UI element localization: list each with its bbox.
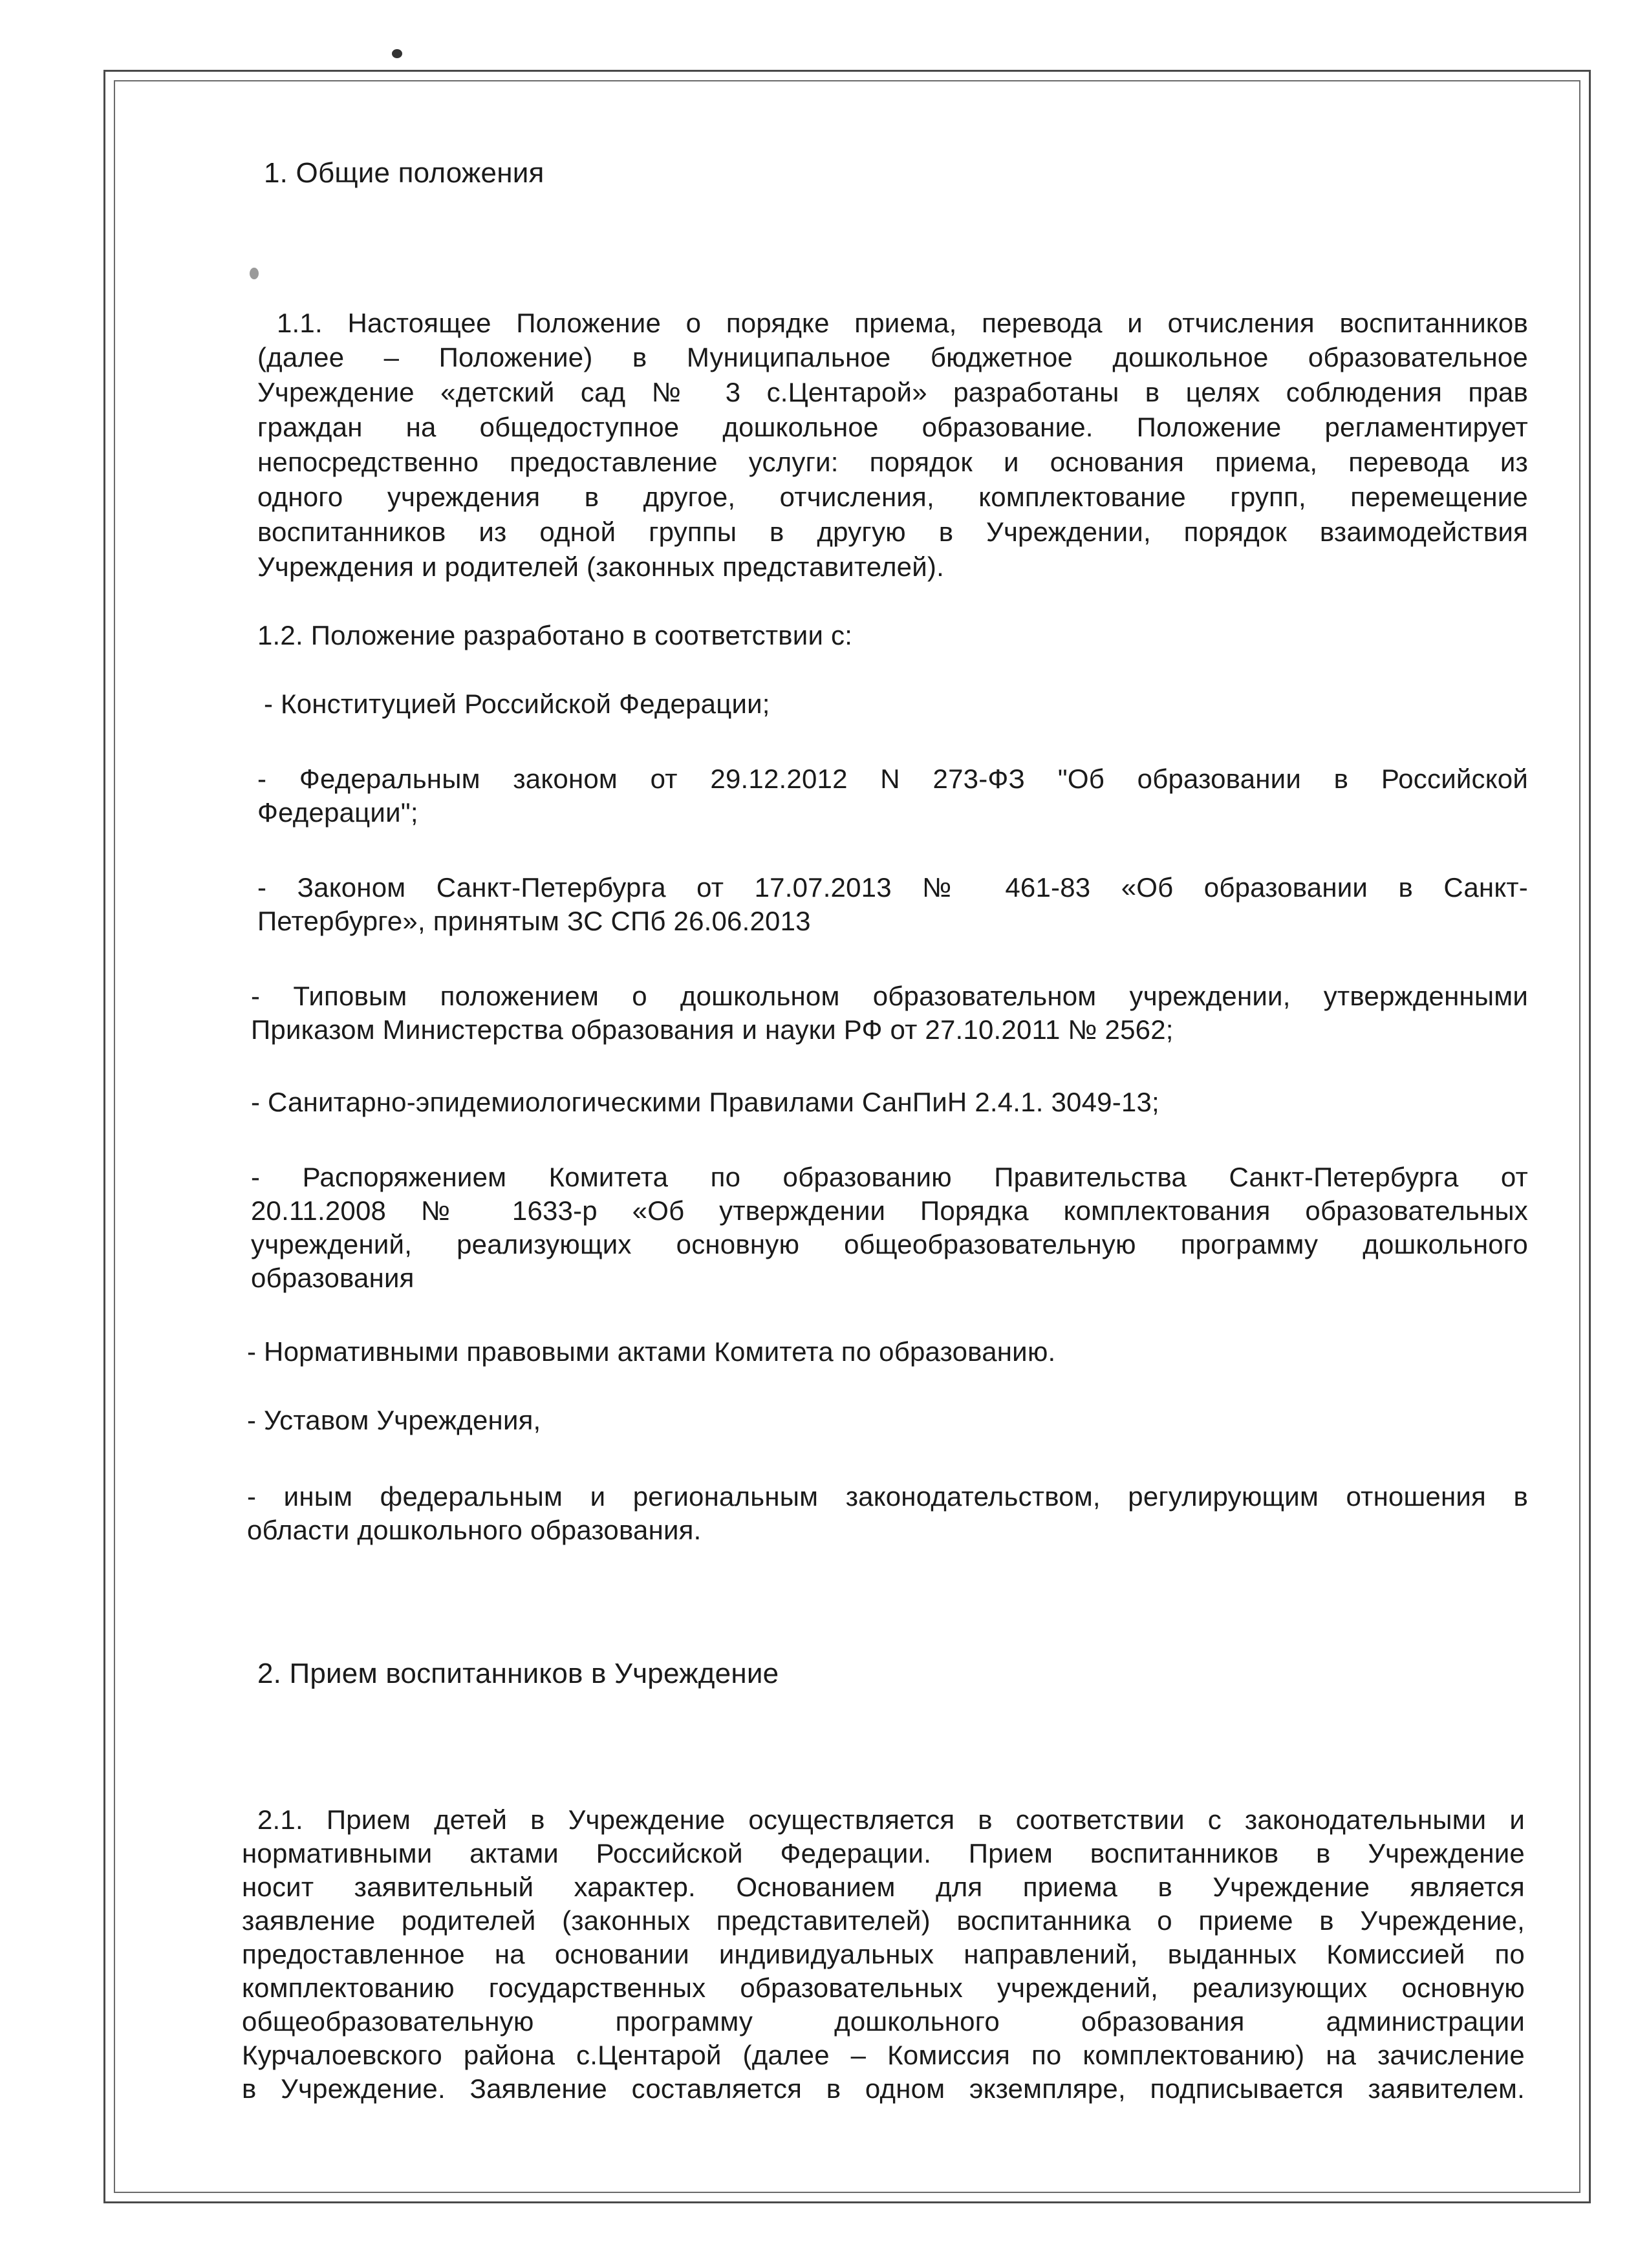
section-1-heading: 1. Общие положения [264,157,544,189]
list-item: - Конституцией Российской Федерации; [264,689,770,719]
text-line: - Федеральным законом от 29.12.2012 N 273-ФЗ "Об образовании в Российской [257,764,1528,794]
text-line: учреждений, реализующих основную общеобразовательную программу дошкольного [251,1229,1528,1259]
text-line: Учреждения и родителей (законных представителей). [257,551,944,582]
section-2-heading: 2. Прием воспитанников в Учреждение [257,1658,779,1689]
text-line: Федерации"; [257,797,418,828]
list-item: - Санитарно-эпидемиологическими Правилами СанПиН 2.4.1. 3049-13; [251,1087,1159,1117]
text-line: 1.1. Настоящее Положение о порядке приема, перевода и отчисления воспитанников [277,308,1528,338]
text-line: заявление родителей (законных представителей) воспитанника о приеме в Учреждение, [242,1905,1525,1936]
text-line: Петербурге», принятым ЗС СПб 26.06.2013 [257,906,811,936]
paragraph-1-2: 1.2. Положение разработано в соответствии с: [257,620,853,650]
text-line: Учреждение «детский сад № 3 с.Центарой» разработаны в целях соблюдения прав [257,377,1528,407]
text-line: области дошкольного образования. [247,1515,702,1545]
text-line: 20.11.2008 № 1633-р «Об утверждении Порядка комплектования образовательных [251,1195,1528,1226]
text-line: Курчалоевского района с.Центарой (далее – Комиссия по комплектованию) на зачисление [242,2040,1525,2070]
text-line: предоставленное на основании индивидуальных направлений, выданных Комиссией по [242,1939,1525,1969]
text-line: нормативными актами Российской Федерации. Прием воспитанников в Учреждение [242,1838,1525,1868]
text-line: носит заявительный характер. Основанием для приема в Учреждение является [242,1872,1525,1902]
text-line: в Учреждение. Заявление составляется в одном экземпляре, подписывается заявителем. [242,2073,1525,2104]
text-line: - Типовым положением о дошкольном образовательном учреждении, утвержденными [251,981,1528,1011]
text-line: 2.1. Прием детей в Учреждение осуществляется в соответствии с законодательными и [257,1804,1525,1835]
text-line: одного учреждения в другое, отчисления, комплектование групп, перемещение [257,482,1528,512]
text-line: - Законом Санкт-Петербурга от 17.07.2013 № 461-83 «Об образовании в Санкт- [257,872,1528,903]
text-line: непосредственно предоставление услуги: порядок и основания приема, перевода из [257,447,1528,477]
text-line: граждан на общедоступное дошкольное образование. Положение регламентирует [257,412,1528,442]
text-line: (далее – Положение) в Муниципальное бюджетное дошкольное образовательное [257,342,1528,372]
scan-speck [392,49,402,58]
list-item: - Уставом Учреждения, [247,1405,541,1435]
text-line: образования [251,1263,415,1293]
text-line: - Распоряжением Комитета по образованию Правительства Санкт-Петербурга от [251,1162,1528,1192]
text-line: комплектованию государственных образовательных учреждений, реализующих основную [242,1973,1525,2003]
list-item: - Нормативными правовыми актами Комитета по образованию. [247,1336,1056,1367]
text-line: Приказом Министерства образования и науки РФ от 27.10.2011 № 2562; [251,1014,1174,1045]
text-line: воспитанников из одной группы в другую в Учреждении, порядок взаимодействия [257,517,1528,547]
text-line: - иным федеральным и региональным законодательством, регулирующим отношения в [247,1481,1528,1512]
text-line: общеобразовательную программу дошкольного образования администрации [242,2006,1525,2037]
